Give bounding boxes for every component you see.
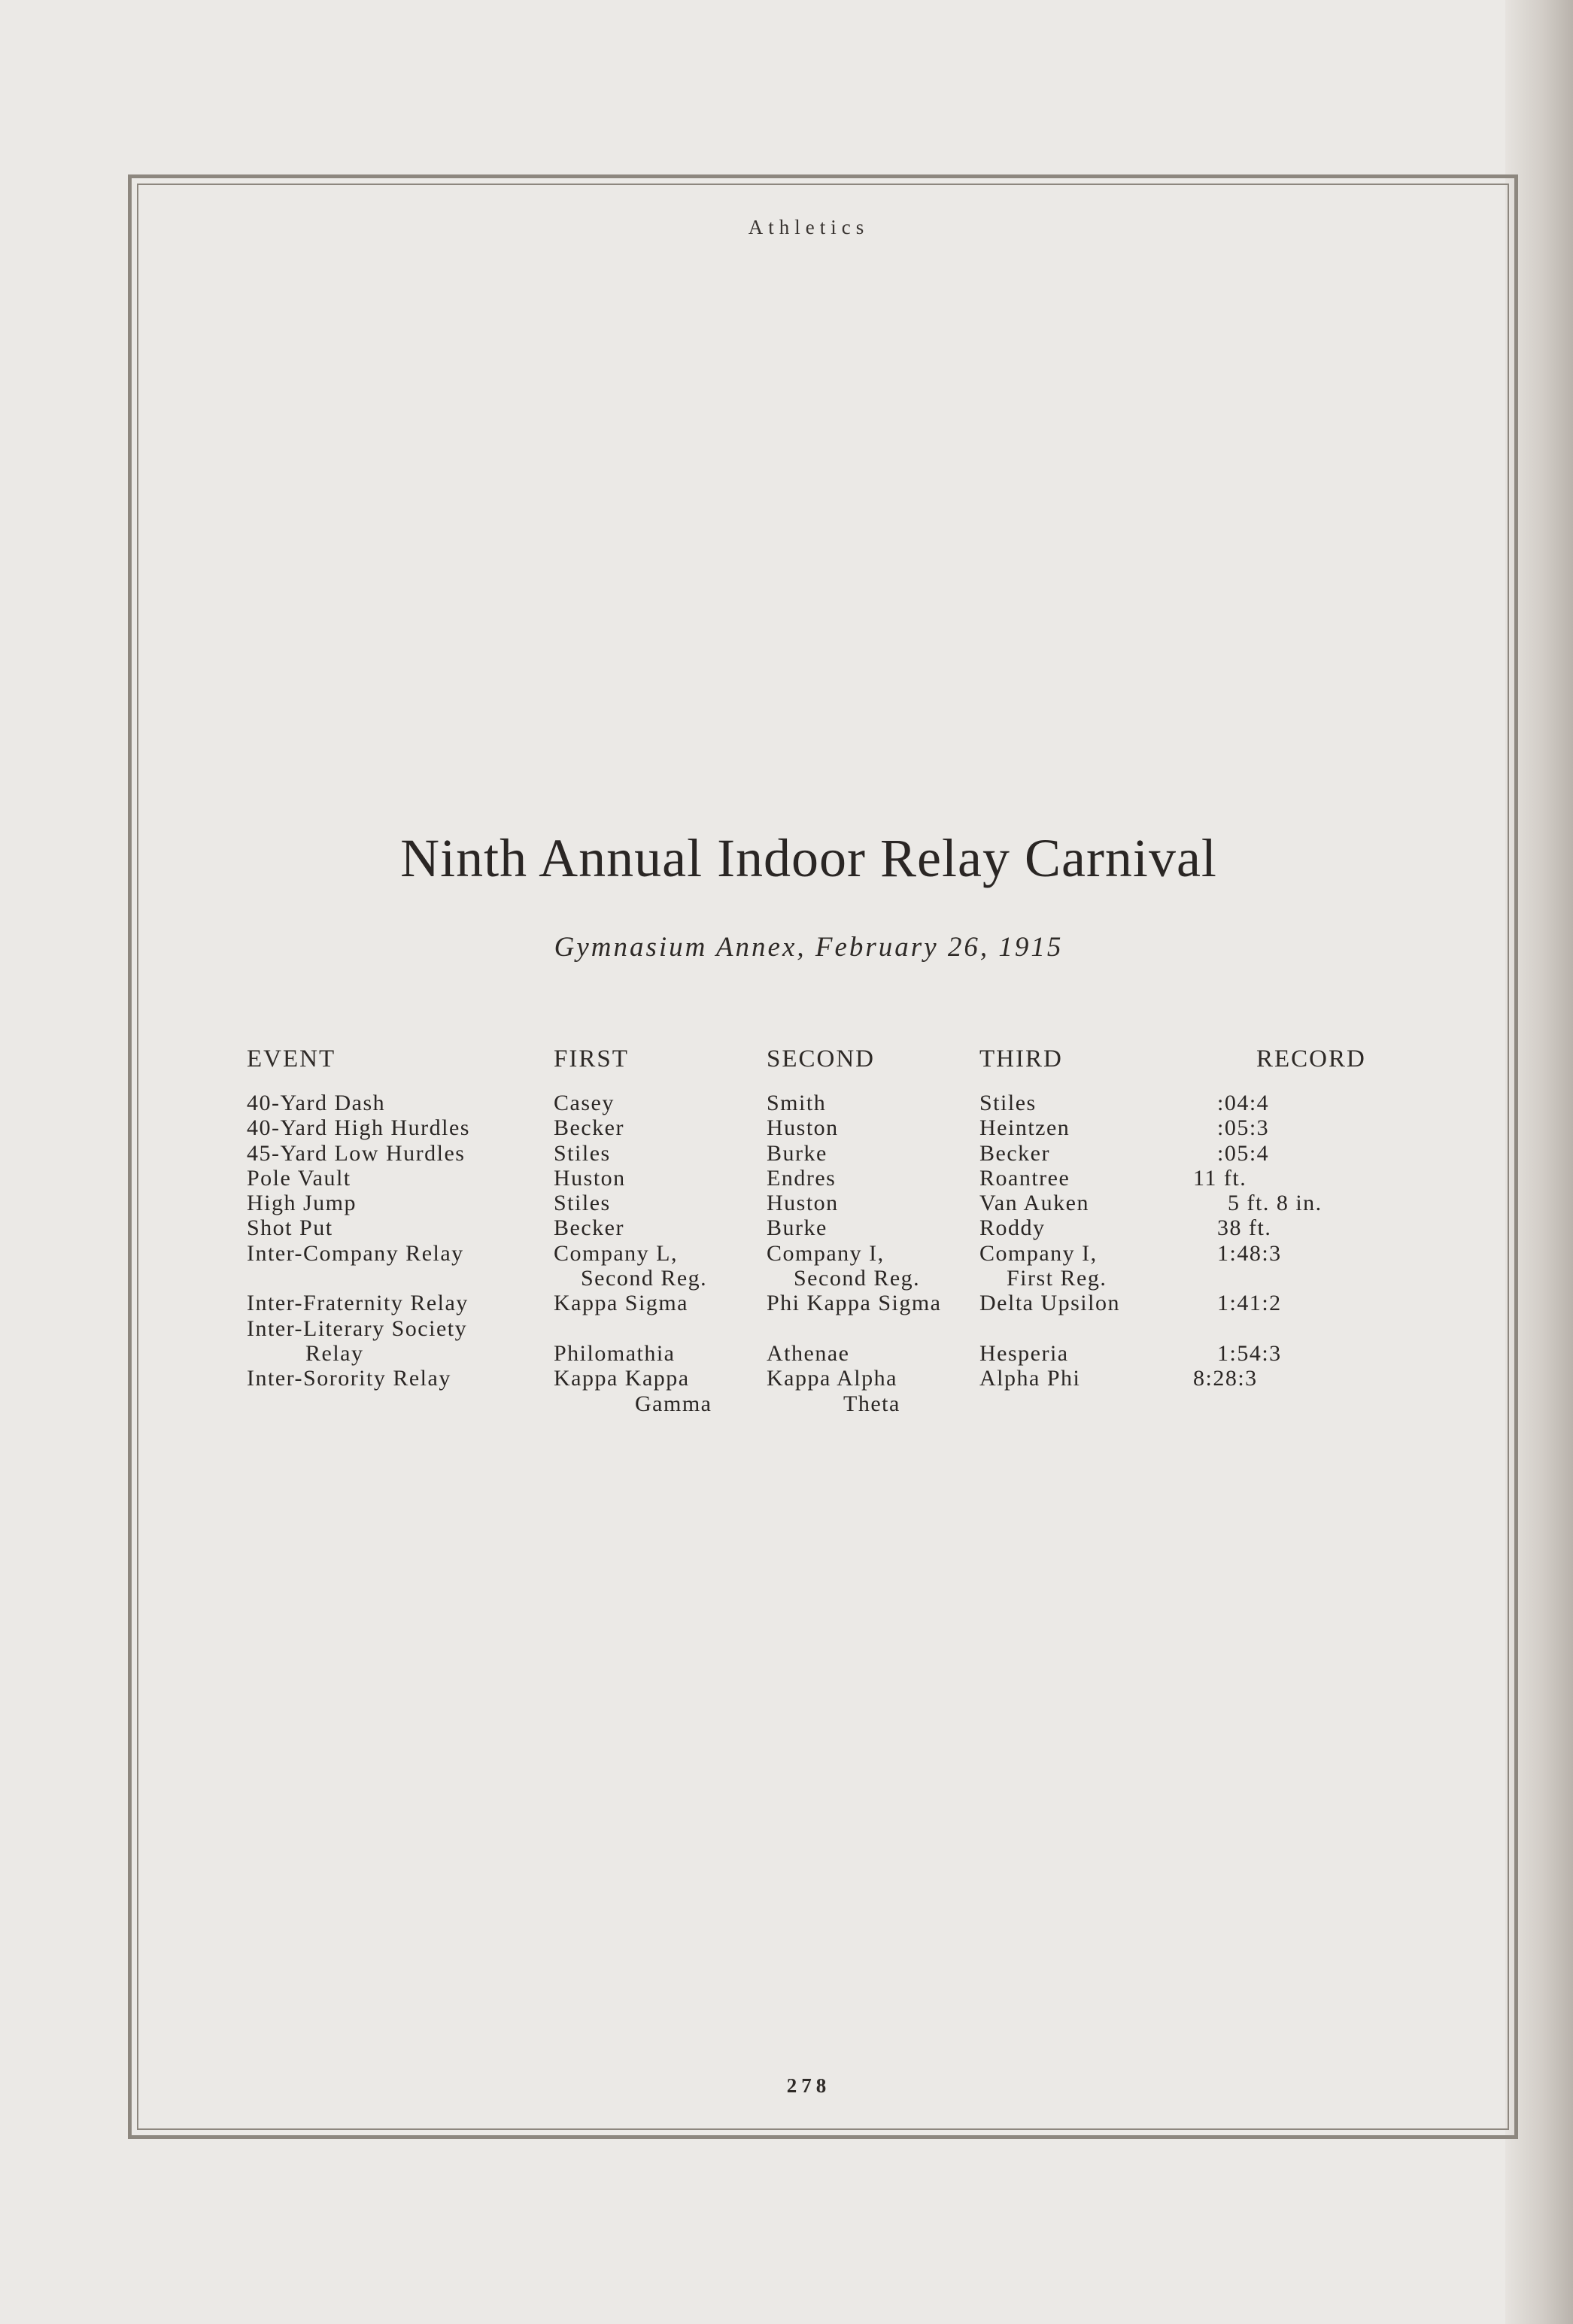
header-first: FIRST bbox=[554, 1045, 629, 1072]
event-cell: 45-Yard Low Hurdles bbox=[247, 1140, 466, 1166]
header-event: EVENT bbox=[247, 1045, 336, 1072]
first-cell bbox=[554, 1241, 707, 1291]
second-cell-line: Theta bbox=[843, 1391, 900, 1416]
third-cell: Roddy bbox=[979, 1215, 1046, 1241]
header-record: RECORD bbox=[1256, 1045, 1366, 1072]
second-cell: Huston bbox=[767, 1115, 839, 1141]
table-row bbox=[0, 1291, 1573, 1315]
event-cell: 40-Yard High Hurdles bbox=[247, 1115, 470, 1141]
first-cell: Kappa Sigma bbox=[554, 1291, 688, 1316]
header-second: SECOND bbox=[767, 1045, 876, 1072]
event-cell: Inter-Company Relay bbox=[247, 1240, 464, 1266]
third-cell: Alpha Phi bbox=[979, 1366, 1081, 1391]
second-cell: Huston bbox=[767, 1191, 839, 1216]
record-cell: :05:3 bbox=[1217, 1115, 1270, 1141]
event-cell: Shot Put bbox=[247, 1215, 333, 1241]
event-cell: Pole Vault bbox=[247, 1165, 351, 1191]
running-head: Athletics bbox=[748, 216, 870, 238]
record-cell: 38 ft. bbox=[1217, 1215, 1272, 1241]
page-subtitle: Gymnasium Annex, February 26, 1915 bbox=[554, 932, 1064, 963]
first-cell-line: Gamma bbox=[635, 1391, 712, 1416]
first-cell bbox=[554, 1366, 712, 1416]
third-cell: Roantree bbox=[979, 1165, 1070, 1191]
table-row bbox=[0, 1115, 1573, 1140]
record-cell: 11 ft. bbox=[1193, 1165, 1247, 1191]
second-cell-line: Second Reg. bbox=[794, 1266, 921, 1291]
first-cell: Becker bbox=[554, 1215, 624, 1241]
table-row bbox=[0, 1191, 1573, 1215]
record-cell: 1:54:3 bbox=[1217, 1340, 1282, 1366]
first-cell: Casey bbox=[554, 1091, 615, 1115]
second-cell: Burke bbox=[767, 1140, 827, 1166]
record-cell: 1:48:3 bbox=[1217, 1240, 1282, 1266]
first-cell: Becker bbox=[554, 1115, 624, 1141]
event-cell-line: Relay bbox=[305, 1340, 364, 1366]
first-cell: Huston bbox=[554, 1165, 626, 1191]
table-row bbox=[0, 1316, 1573, 1367]
event-cell bbox=[247, 1316, 467, 1367]
event-cell: Inter-Sorority Relay bbox=[247, 1366, 451, 1391]
event-cell: 40-Yard Dash bbox=[247, 1091, 386, 1115]
second-cell-line: Company I, bbox=[767, 1240, 885, 1266]
first-cell: Stiles bbox=[554, 1140, 611, 1166]
table-row bbox=[0, 1241, 1573, 1291]
table-row bbox=[0, 1366, 1573, 1416]
third-cell-line: First Reg. bbox=[1007, 1266, 1107, 1291]
third-cell: Van Auken bbox=[979, 1191, 1089, 1216]
table-row bbox=[0, 1166, 1573, 1191]
second-cell: Endres bbox=[767, 1165, 837, 1191]
results-table bbox=[0, 1091, 1573, 1416]
table-row bbox=[0, 1215, 1573, 1240]
record-cell: 5 ft. 8 in. bbox=[1228, 1191, 1322, 1216]
table-row bbox=[0, 1141, 1573, 1166]
third-cell: Stiles bbox=[979, 1091, 1037, 1115]
record-cell: 1:41:2 bbox=[1217, 1291, 1282, 1316]
record-cell: 8:28:3 bbox=[1193, 1366, 1258, 1391]
second-cell-line: Kappa Alpha bbox=[767, 1366, 897, 1391]
header-third: THIRD bbox=[979, 1045, 1063, 1072]
second-cell: Smith bbox=[767, 1091, 827, 1115]
second-cell bbox=[767, 1366, 900, 1416]
third-cell: Delta Upsilon bbox=[979, 1291, 1120, 1316]
record-cell: :05:4 bbox=[1217, 1140, 1270, 1166]
page-number: 278 bbox=[786, 2074, 831, 2097]
first-cell-line: Second Reg. bbox=[581, 1266, 708, 1291]
first-cell: Stiles bbox=[554, 1191, 611, 1216]
first-cell: Philomathia bbox=[554, 1340, 676, 1366]
first-cell-line: Kappa Kappa bbox=[554, 1366, 690, 1391]
record-cell: :04:4 bbox=[1217, 1091, 1270, 1115]
event-cell: High Jump bbox=[247, 1191, 357, 1216]
second-cell bbox=[767, 1241, 920, 1291]
event-cell: Inter-Fraternity Relay bbox=[247, 1291, 469, 1316]
event-cell-line: Inter-Literary Society bbox=[247, 1315, 468, 1341]
second-cell: Burke bbox=[767, 1215, 827, 1241]
third-cell bbox=[979, 1241, 1107, 1291]
third-cell: Heintzen bbox=[979, 1115, 1070, 1141]
third-cell: Becker bbox=[979, 1140, 1050, 1166]
second-cell: Phi Kappa Sigma bbox=[767, 1291, 942, 1316]
first-cell-line: Company L, bbox=[554, 1240, 678, 1266]
page-title: Ninth Annual Indoor Relay Carnival bbox=[400, 828, 1217, 888]
table-row bbox=[0, 1091, 1573, 1115]
second-cell: Athenae bbox=[767, 1340, 850, 1366]
third-cell: Hesperia bbox=[979, 1340, 1069, 1366]
third-cell-line: Company I, bbox=[979, 1240, 1098, 1266]
